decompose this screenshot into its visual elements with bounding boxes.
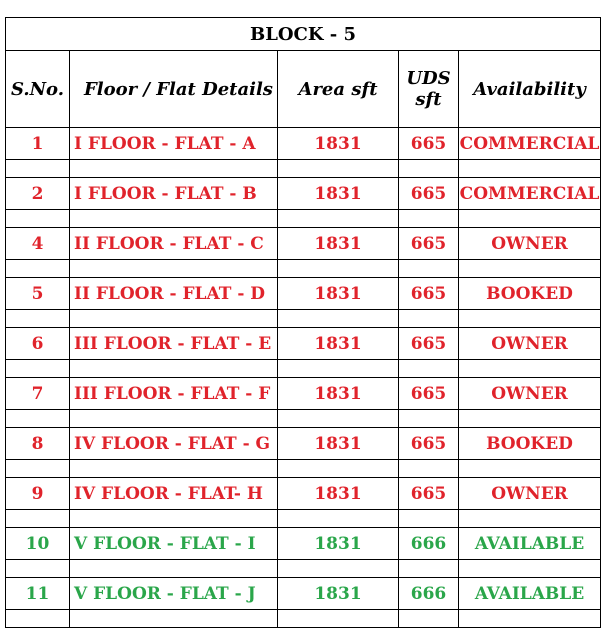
sno-cell[interactable]: 5	[6, 278, 70, 310]
table-row	[6, 528, 601, 560]
area-cell[interactable]: 1831	[278, 378, 399, 410]
empty-cell[interactable]	[278, 210, 399, 228]
empty-cell[interactable]	[278, 560, 399, 578]
spacer-row	[6, 410, 601, 428]
floor-cell[interactable]: IV FLOOR - FLAT- H	[70, 478, 278, 510]
empty-cell[interactable]	[459, 560, 601, 578]
table-row	[6, 328, 601, 360]
empty-cell[interactable]	[278, 610, 399, 628]
empty-cell[interactable]	[399, 560, 459, 578]
availability-cell[interactable]: OWNER	[459, 478, 601, 510]
floor-cell[interactable]: V FLOOR - FLAT - I	[70, 528, 278, 560]
header-availability[interactable]: Availability	[459, 51, 601, 128]
empty-cell[interactable]	[278, 460, 399, 478]
empty-cell[interactable]	[278, 410, 399, 428]
empty-cell[interactable]	[459, 210, 601, 228]
table-row	[6, 128, 601, 160]
area-cell[interactable]: 1831	[278, 578, 399, 610]
area-cell[interactable]: 1831	[278, 478, 399, 510]
empty-cell[interactable]	[399, 610, 459, 628]
uds-cell[interactable]: 665	[399, 478, 459, 510]
floor-cell[interactable]: II FLOOR - FLAT - C	[70, 228, 278, 260]
empty-cell[interactable]	[70, 260, 278, 278]
empty-cell[interactable]	[399, 510, 459, 528]
empty-cell[interactable]	[399, 310, 459, 328]
table-row	[6, 478, 601, 510]
empty-cell[interactable]	[6, 160, 70, 178]
empty-cell[interactable]	[459, 260, 601, 278]
empty-cell[interactable]	[399, 160, 459, 178]
floor-cell[interactable]: I FLOOR - FLAT - A	[70, 128, 278, 160]
block-title[interactable]: BLOCK - 5	[6, 18, 601, 51]
area-cell[interactable]: 1831	[278, 328, 399, 360]
spacer-row	[6, 310, 601, 328]
empty-cell[interactable]	[70, 560, 278, 578]
empty-cell[interactable]	[6, 610, 70, 628]
area-cell[interactable]: 1831	[278, 278, 399, 310]
empty-cell[interactable]	[278, 360, 399, 378]
spacer-row	[6, 260, 601, 278]
area-cell[interactable]: 1831	[278, 228, 399, 260]
area-cell[interactable]: 1831	[278, 178, 399, 210]
sno-cell[interactable]: 8	[6, 428, 70, 460]
uds-cell[interactable]: 665	[399, 328, 459, 360]
empty-cell[interactable]	[6, 410, 70, 428]
empty-cell[interactable]	[6, 460, 70, 478]
empty-cell[interactable]	[6, 310, 70, 328]
empty-cell[interactable]	[6, 560, 70, 578]
availability-cell[interactable]: OWNER	[459, 328, 601, 360]
empty-cell[interactable]	[70, 210, 278, 228]
header-row	[6, 51, 601, 128]
floor-cell[interactable]: II FLOOR - FLAT - D	[70, 278, 278, 310]
header-sno[interactable]: S.No.	[6, 51, 70, 128]
empty-cell[interactable]	[278, 510, 399, 528]
availability-cell[interactable]: AVAILABLE	[459, 578, 601, 610]
sno-cell[interactable]: 7	[6, 378, 70, 410]
empty-cell[interactable]	[70, 360, 278, 378]
availability-cell[interactable]: BOOKED	[459, 278, 601, 310]
empty-cell[interactable]	[70, 460, 278, 478]
spacer-row	[6, 610, 601, 628]
sno-cell[interactable]: 6	[6, 328, 70, 360]
uds-cell[interactable]: 665	[399, 378, 459, 410]
empty-cell[interactable]	[459, 410, 601, 428]
header-uds-line1: UDS	[406, 68, 451, 89]
empty-cell[interactable]	[459, 360, 601, 378]
sno-cell[interactable]: 11	[6, 578, 70, 610]
floor-cell[interactable]: III FLOOR - FLAT - F	[70, 378, 278, 410]
floor-cell[interactable]: III FLOOR - FLAT - E	[70, 328, 278, 360]
sno-cell[interactable]: 2	[6, 178, 70, 210]
empty-cell[interactable]	[399, 460, 459, 478]
empty-cell[interactable]	[459, 610, 601, 628]
availability-cell[interactable]: BOOKED	[459, 428, 601, 460]
sno-cell[interactable]: 10	[6, 528, 70, 560]
availability-cell[interactable]: OWNER	[459, 378, 601, 410]
uds-cell[interactable]: 665	[399, 278, 459, 310]
spacer-row	[6, 210, 601, 228]
availability-cell[interactable]: COMMERCIAL	[459, 128, 601, 160]
spacer-row	[6, 460, 601, 478]
empty-cell[interactable]	[399, 210, 459, 228]
spacer-row	[6, 510, 601, 528]
header-uds[interactable]	[399, 51, 459, 128]
uds-cell[interactable]: 665	[399, 128, 459, 160]
availability-cell[interactable]: AVAILABLE	[459, 528, 601, 560]
uds-cell[interactable]: 665	[399, 428, 459, 460]
uds-cell[interactable]: 666	[399, 578, 459, 610]
block-table	[5, 17, 601, 628]
empty-cell[interactable]	[70, 310, 278, 328]
table-row	[6, 278, 601, 310]
floor-cell[interactable]: I FLOOR - FLAT - B	[70, 178, 278, 210]
floor-cell[interactable]: IV FLOOR - FLAT - G	[70, 428, 278, 460]
area-cell[interactable]: 1831	[278, 428, 399, 460]
title-row	[6, 18, 601, 51]
header-uds-line2: sft	[415, 89, 442, 110]
table-row	[6, 578, 601, 610]
table-row	[6, 228, 601, 260]
empty-cell[interactable]	[459, 460, 601, 478]
spacer-row	[6, 160, 601, 178]
floor-cell[interactable]: V FLOOR - FLAT - J	[70, 578, 278, 610]
sno-cell[interactable]: 1	[6, 128, 70, 160]
empty-cell[interactable]	[278, 260, 399, 278]
header-floor[interactable]: Floor / Flat Details	[70, 51, 278, 128]
empty-cell[interactable]	[6, 510, 70, 528]
table-row	[6, 178, 601, 210]
empty-cell[interactable]	[399, 360, 459, 378]
header-area[interactable]: Area sft	[278, 51, 399, 128]
empty-cell[interactable]	[459, 160, 601, 178]
empty-cell[interactable]	[399, 410, 459, 428]
availability-cell[interactable]: COMMERCIAL	[459, 178, 601, 210]
empty-cell[interactable]	[6, 210, 70, 228]
empty-cell[interactable]	[399, 260, 459, 278]
uds-cell[interactable]: 665	[399, 228, 459, 260]
empty-cell[interactable]	[70, 610, 278, 628]
empty-cell[interactable]	[70, 510, 278, 528]
empty-cell[interactable]	[6, 360, 70, 378]
uds-cell[interactable]: 665	[399, 178, 459, 210]
empty-cell[interactable]	[459, 310, 601, 328]
empty-cell[interactable]	[70, 410, 278, 428]
spacer-row	[6, 560, 601, 578]
empty-cell[interactable]	[459, 510, 601, 528]
uds-cell[interactable]: 666	[399, 528, 459, 560]
availability-cell[interactable]: OWNER	[459, 228, 601, 260]
empty-cell[interactable]	[70, 160, 278, 178]
area-cell[interactable]: 1831	[278, 528, 399, 560]
table-row	[6, 378, 601, 410]
spacer-row	[6, 360, 601, 378]
area-cell[interactable]: 1831	[278, 128, 399, 160]
sno-cell[interactable]: 9	[6, 478, 70, 510]
empty-cell[interactable]	[278, 160, 399, 178]
empty-cell[interactable]	[6, 260, 70, 278]
sno-cell[interactable]: 4	[6, 228, 70, 260]
table-row	[6, 428, 601, 460]
empty-cell[interactable]	[278, 310, 399, 328]
